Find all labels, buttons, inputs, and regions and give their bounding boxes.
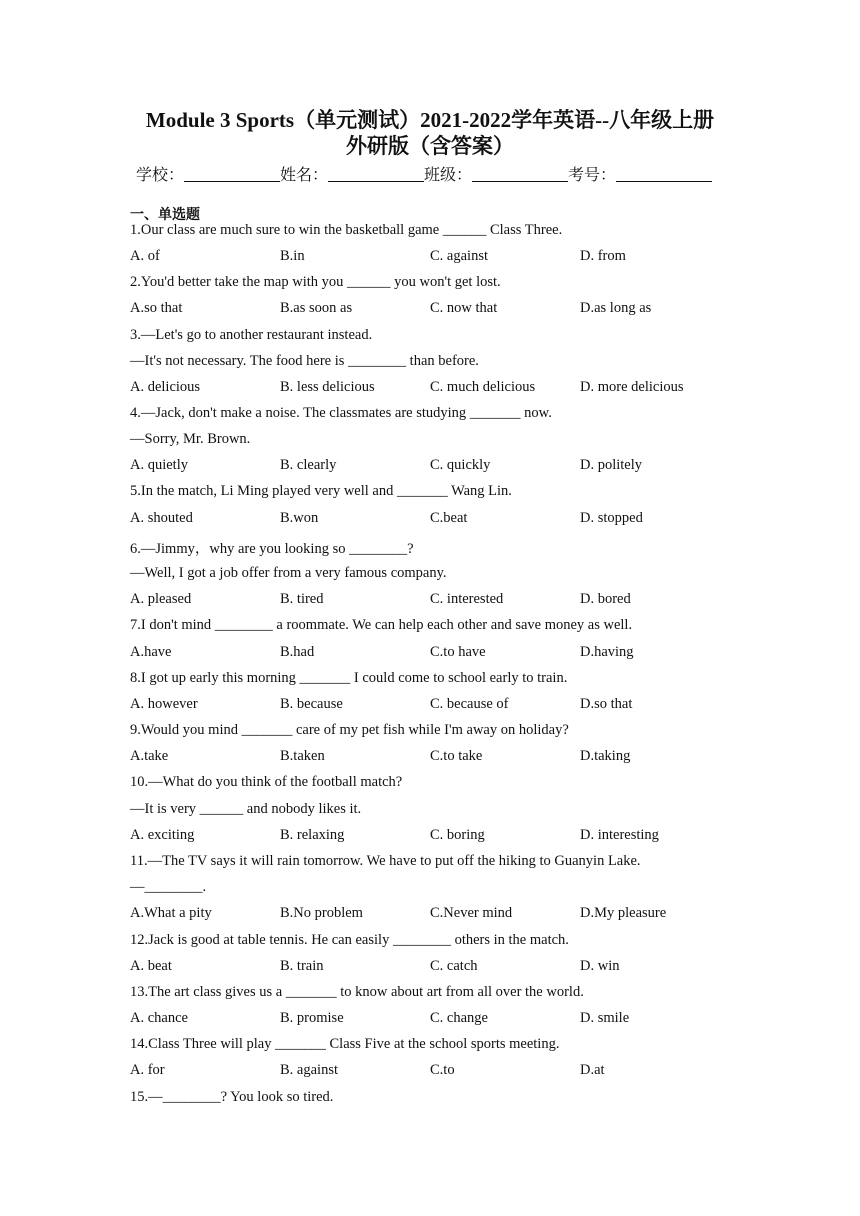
question-9-stem-line: 9.Would you mind _______ care of my pet fish while I'm away on holiday? [130,722,569,738]
question-8-option-b[interactable]: B. because [280,696,343,712]
question-14-stem-line: 14.Class Three will play _______ Class Five at the school sports meeting. [130,1036,560,1052]
question-12-option-a[interactable]: A. beat [130,958,172,974]
school-blank [184,167,280,182]
question-1-option-b[interactable]: B.in [280,248,305,264]
question-7-stem-line: 7.I don't mind ________ a roommate. We can help each other and save money as well. [130,617,633,633]
name-blank [328,167,424,182]
question-1-stem-line: 1.Our class are much sure to win the basketball game ______ Class Three. [130,222,563,238]
question-8-stem-line: 8.I got up early this morning _______ I could come to school early to train. [130,670,568,686]
question-11-option-d[interactable]: D.My pleasure [580,905,667,921]
class-blank [472,167,568,182]
question-5-option-a[interactable]: A. shouted [130,510,193,526]
question-5-option-c[interactable]: C.beat [430,510,468,526]
question-12-option-b[interactable]: B. train [280,958,324,974]
question-13-option-c[interactable]: C. change [430,1010,488,1026]
question-5-option-d[interactable]: D. stopped [580,510,643,526]
question-3-option-c[interactable]: C. much delicious [430,379,536,395]
question-10-option-d[interactable]: D. interesting [580,827,659,843]
question-14-option-c[interactable]: C.to [430,1062,455,1078]
school-label: 学校： [136,167,185,184]
question-4-option-b[interactable]: B. clearly [280,457,337,473]
question-14-option-a[interactable]: A. for [130,1062,165,1078]
question-5-option-b[interactable]: B.won [280,510,319,526]
question-9-option-b[interactable]: B.taken [280,748,325,764]
question-12-stem-line: 12.Jack is good at table tennis. He can easily ________ others in the match. [130,932,569,948]
question-12-option-c[interactable]: C. catch [430,958,478,974]
question-7-option-d[interactable]: D.having [580,644,634,660]
question-7-option-a[interactable]: A.have [130,644,172,660]
question-4-stem-line: —Sorry, Mr. Brown. [130,431,251,447]
exam-number-blank [616,167,712,182]
question-4-option-c[interactable]: C. quickly [430,457,491,473]
question-13-stem-line: 13.The art class gives us a _______ to know about art from all over the world. [130,984,584,1000]
exam-number-label: 考号： [568,167,617,184]
question-9-option-c[interactable]: C.to take [430,748,483,764]
question-2-option-b[interactable]: B.as soon as [280,300,353,316]
question-13-option-d[interactable]: D. smile [580,1010,630,1026]
question-3-stem-line: 3.—Let's go to another restaurant instead. [130,327,373,343]
question-1-option-a[interactable]: A. of [130,248,160,264]
question-1-option-c[interactable]: C. against [430,248,488,264]
question-1-option-d[interactable]: D. from [580,248,626,264]
class-label: 班级： [424,167,473,184]
question-14-option-d[interactable]: D.at [580,1062,605,1078]
question-13-option-b[interactable]: B. promise [280,1010,344,1026]
question-15-stem-line: 15.—________? You look so tired. [130,1089,334,1105]
question-6-option-b[interactable]: B. tired [280,591,324,607]
section-title: 一、单选题 [130,207,200,223]
question-4-option-d[interactable]: D. politely [580,457,643,473]
question-4-stem-line: 4.—Jack, don't make a noise. The classmates are studying _______ now. [130,405,552,421]
question-7-option-b[interactable]: B.had [280,644,315,660]
question-4-option-a[interactable]: A. quietly [130,457,188,473]
question-2-option-d[interactable]: D.as long as [580,300,652,316]
page-subtitle: 外研版（含答案） [346,134,514,158]
question-10-option-a[interactable]: A. exciting [130,827,195,843]
question-11-stem-line: —________. [130,879,207,895]
question-7-option-c[interactable]: C.to have [430,644,486,660]
question-2-option-a[interactable]: A.so that [130,300,183,316]
question-10-option-c[interactable]: C. boring [430,827,485,843]
question-3-option-b[interactable]: B. less delicious [280,379,375,395]
question-9-option-a[interactable]: A.take [130,748,169,764]
question-9-option-d[interactable]: D.taking [580,748,631,764]
question-3-option-d[interactable]: D. more delicious [580,379,684,395]
question-3-option-a[interactable]: A. delicious [130,379,201,395]
question-8-option-a[interactable]: A. however [130,696,198,712]
question-10-stem-line: 10.—What do you think of the football match? [130,774,403,790]
question-11-option-a[interactable]: A.What a pity [130,905,212,921]
question-14-option-b[interactable]: B. against [280,1062,338,1078]
question-6-option-c[interactable]: C. interested [430,591,504,607]
question-11-option-c[interactable]: C.Never mind [430,905,513,921]
question-8-option-d[interactable]: D.so that [580,696,633,712]
question-12-option-d[interactable]: D. win [580,958,620,974]
question-10-option-b[interactable]: B. relaxing [280,827,345,843]
question-11-stem-line: 11.—The TV says it will rain tomorrow. We have to put off the hiking to Guanyin Lake. [130,853,641,869]
question-3-stem-line: —It's not necessary. The food here is ________ than before. [130,353,479,369]
page-title: Module 3 Sports（单元测试）2021-2022学年英语--八年级上册 [145,108,715,132]
question-5-stem-line: 5.In the match, Li Ming played very well and _______ Wang Lin. [130,483,512,499]
question-2-stem-line: 2.You'd better take the map with you ______ you won't get lost. [130,274,501,290]
question-6-stem-line: —Well, I got a job offer from a very famous company. [130,565,447,581]
question-2-option-c[interactable]: C. now that [430,300,498,316]
name-label: 姓名： [280,167,329,184]
student-info-line [136,162,712,185]
question-13-option-a[interactable]: A. chance [130,1010,188,1026]
question-10-stem-line: —It is very ______ and nobody likes it. [130,801,362,817]
question-8-option-c[interactable]: C. because of [430,696,509,712]
question-11-option-b[interactable]: B.No problem [280,905,363,921]
question-6-stem-line: 6.—Jimmy，why are you looking so ________? [130,541,414,557]
question-6-option-a[interactable]: A. pleased [130,591,192,607]
question-6-option-d[interactable]: D. bored [580,591,631,607]
